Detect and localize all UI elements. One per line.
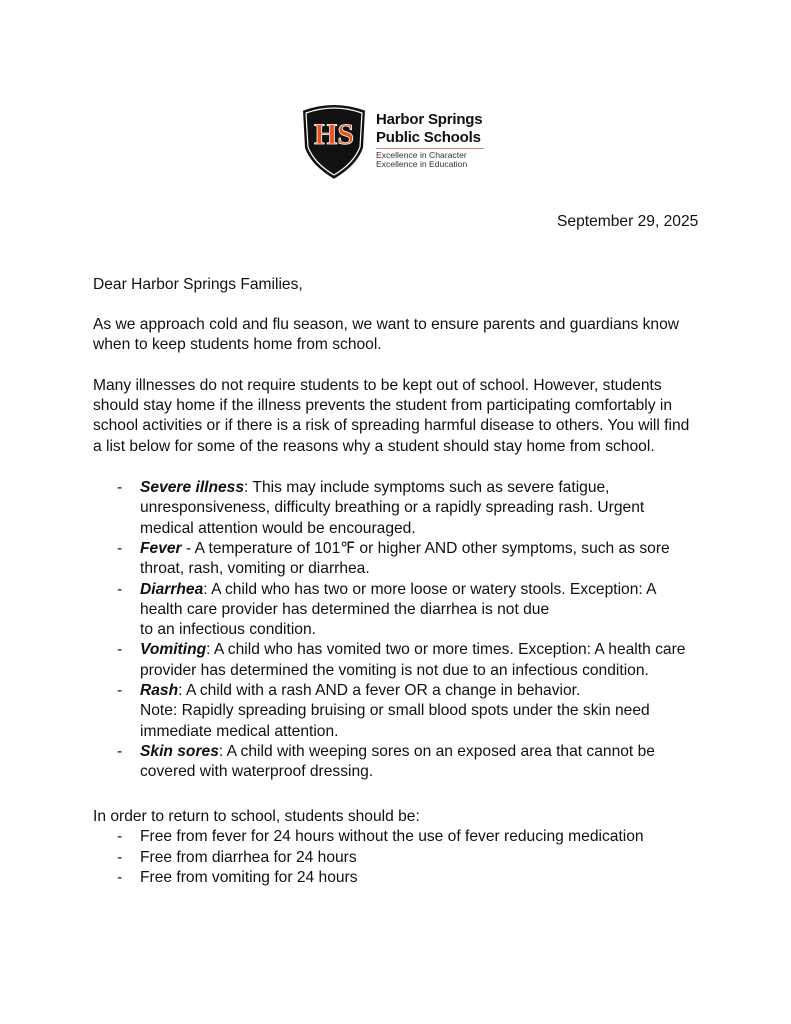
reason-term: Severe illness — [140, 479, 245, 496]
salutation: Dear Harbor Springs Families, — [93, 276, 303, 293]
return-intro: In order to return to school, students should be: — [93, 808, 420, 825]
reason-term: Rash — [140, 682, 179, 699]
logo-divider — [376, 148, 484, 149]
reason-term: Skin sores — [140, 742, 219, 760]
logo-name-line1: Harbor Springs — [376, 111, 483, 128]
logo-name-line2: Public Schools — [376, 129, 481, 146]
list-item: Free from diarrhea for 24 hours — [140, 849, 357, 866]
list-item: Free from vomiting for 24 hours — [140, 869, 358, 886]
letter-date: September 29, 2025 — [557, 213, 699, 230]
logo-motto: Excellence in Character Excellence in Education — [376, 150, 468, 169]
reason-term: Fever — [140, 539, 182, 557]
list-item: Free from fever for 24 hours without the use of fever reducing medication — [140, 828, 644, 845]
svg-text:HS: HS — [313, 118, 355, 151]
shield-logo-icon — [298, 100, 370, 182]
reason-term: Diarrhea — [140, 580, 204, 598]
reason-term: Vomiting — [140, 641, 207, 659]
letter-page: HS Harbor Springs Public Schools Excellence in Character Excellence in Education September 29, 2025 Dear Harbor Springs Families, As we approach cold and flu season, we want to ensure parents and guardians know when to keep students home from school. Many illnesses do not require students to be kept out of school. However, students should stay home if the illness prevents the student from participating comfortably in school activities or if there is a risk of spreading harmful disease to others. You will find a list below for some of the reasons why a student should stay home from school. - Severe illness: This may include symptoms such as severe fatigue, unresponsiveness, difficulty breathing or a rapidly spreading rash. Urgent medical attention would be encouraged. - Fever - A temperature of 101℉ or higher AND other symptoms, such as sore throat, rash, vomiting or diarrhea. - Diarrhea: A child who has two or more loose or watery stools. Exception: A health care provider has determined the diarrhea is not due to an infectious condition. - Vomiting: A child who has vomited two or more times. Exception: A health care provider has determined the vomiting is not due to an infectious condition. - Rash: A child with a rash AND a fever OR a change in behavior. Note: Rapidly spreading bruising or small blood spots under the skin need immediate medical attention. - Skin sores: A child with weeping sores on an exposed area that cannot be covered with waterproof dressing. In order to return to school, students should be: - Free from fever for 24 hours without the use of fever reducing medication - Free from diarrhea for 24 hours - Free from vomiting for 24 hours — [0, 0, 791, 1024]
